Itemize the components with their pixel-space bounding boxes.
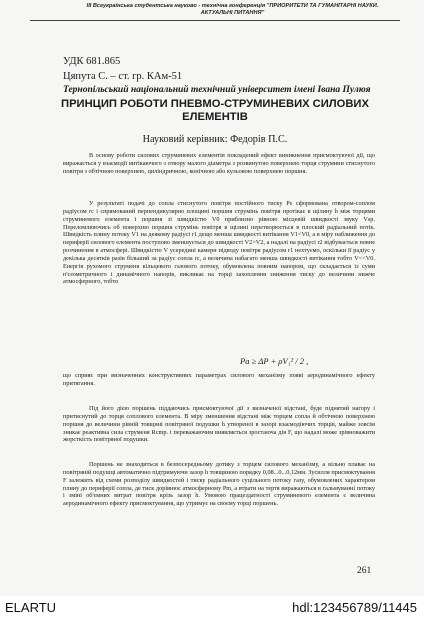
handle-id: hdl:123456789/11445	[292, 600, 417, 615]
supervisor: Науковий керівник: Федорів П.С.	[142, 134, 288, 145]
repository-name: ELARTU	[5, 600, 57, 615]
paper-title: ПРИНЦИП РОБОТИ ПНЕВМО-СТРУМИНЕВИХ СИЛОВИХ ЕЛЕМЕНТІВ	[61, 98, 369, 123]
conference-header-line2: АКТУАЛЬНІ ПИТАННЯ"	[200, 10, 265, 16]
paragraph-2: У результаті подачі до сопла стиснутого повітря постійного тиску Ps сформована отвором-соплом радіусом rc і спрямований перпендикулярно площині поршня струмінь повітря протікає в щілину h між торцями струминевого елемента і поршня зі швидкістю V0 приблизно рівною місцевій швидкості звуку Vsp. Переломлюючись об поверхню поршня струмінь повітря в щілині перетворюється в плоский радіальний потік. Швидкість плину потоку V1 на деякому радіусі r1 дещо менша швидкості витікання V1<V0, а в міру наближення до периферії силового елемента поступово зменшується до швидкості V2>V2, а надалі на радіусі r2 відбувається повне розчинення в атмосфері. Швидкістю V усередині камери підводу повітря радіусом r1 нехтуємо, оскільки її радіус у декілька десятків разів більший за радіус сопла rc, а величина набагато менша швидкості витікання тобто V<<V0. Енергія рухомого струменя кільцевого газового потоку, обумовлена повним напором, що складається із суми п'єзометричного і динамічного напорів, викликає на торці захоплення зниження тиску до величини нижче атмосферного, тобто	[63, 200, 375, 286]
repository-footer	[0, 597, 424, 620]
formula: Pa ≥ ΔP + ρV₁² / 2 ,	[240, 356, 309, 366]
conference-header	[60, 3, 405, 17]
udk-code: УДК 681.865	[63, 56, 121, 67]
paragraph-1: В основу роботи силових струминевих елементів покладений ефект виникнення присмоктуючої дії, що виражається у взаємодії витікаючого з отвору малого діаметра з розвинутою поверхнею торця струмини стиснутого повітря з обтічною поверхнею, циліндричною, конічною або кульовою поверхнею поршня.	[63, 152, 375, 175]
paragraph-5: Поршень не знаходиться в безпосередньому дотику з торцем силового механізму, а вільно плаває на повітряній подушці автоматично підтримуючи зазор h товщиною порядку 0,08...0...0,12мм. Зусилля присмоктування F залежить від схеми розподілу швидкостей і тиску радіального суцільного потоку газу, обумовлених характером плину до периферії сопла, де тиск дорівнює атмосферному Pm, а втрати на тертя виражаються в гальмуванні потоку і зміні об'ємних витрат повітря крізь зазор h. Умовою працездатності струминевого елемента є величина аеродинамічного ефекту присмоктування, що утримує на своєму торці поршень.	[63, 461, 375, 508]
paragraph-3: що сприяє при визначенних конструктивних параметрах силового механізму появі аеродинамічного ефекту притягання.	[63, 372, 375, 387]
paragraph-4: Під його дією поршень піддаючись присмоктуючої дії з визначеної відстані, буде піднятий нагору і притиснутий до торця соплового елемента. В міру зменшення відстані між торцем сопла й обтічною поверхнею поршня до величини рівній товщині повітряної подушки h утвореної в зазорі взаємодіючих торців, майже зовсім зникає реактивна сила струменя Rсmp. і переважаючим виявляється зростаюча дія F, що надалі може зрівноважити жорсткість повітряної подушки.	[63, 405, 375, 444]
header-rule	[30, 20, 400, 21]
affiliation: Тернопільський національний технічний університет імені Івана Пулюя	[63, 84, 371, 95]
author-line: Цяпута С. – ст. гр. КАм-51	[63, 71, 183, 82]
conference-header-line1: III Всеукраїнська студентська науково - технічна конференція "ПРИОРИТЕТИ ТА ГУМАНІТАРНІ НАУКИ.	[86, 3, 379, 9]
page-number: 261	[357, 566, 372, 576]
